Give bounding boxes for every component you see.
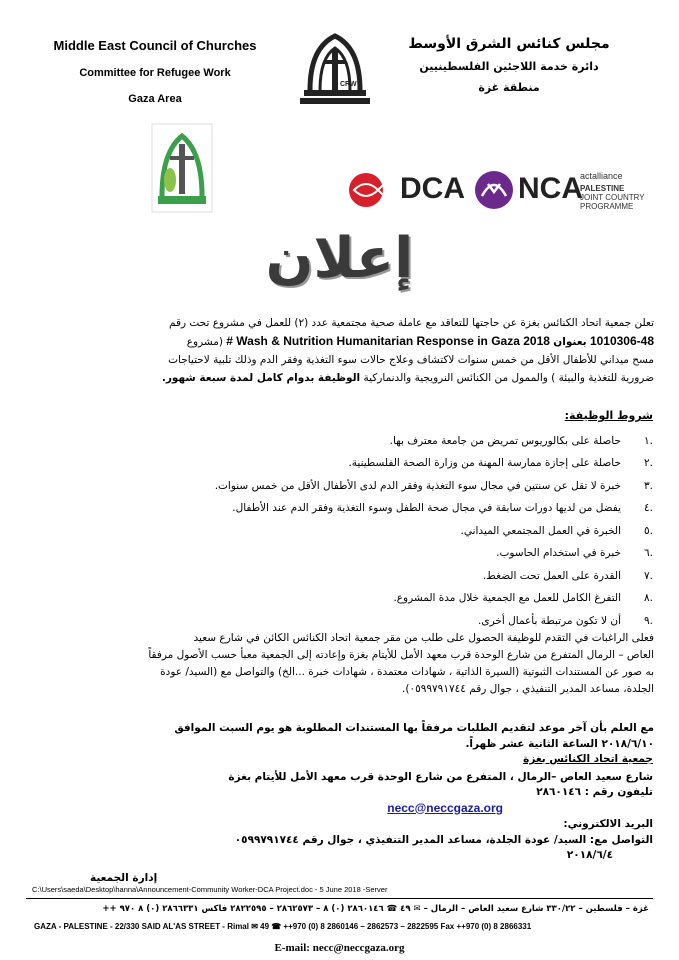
file-path: C:\Users\saeda\Desktop\hanna\Announcement-Community Worker-DCA Project.doc - 5 June 2018 -Server — [32, 885, 388, 894]
committee-name-ar: دائرة خدمة اللاجئين الفلسطينيين — [419, 60, 599, 73]
email-link[interactable]: necc@neccgaza.org — [387, 800, 503, 815]
condition-number: .٤ — [644, 502, 653, 515]
arabic-letterhead — [379, 36, 639, 94]
condition-number: .٢ — [644, 457, 653, 470]
administration-signature: إدارة الجمعية — [90, 872, 158, 884]
contact-person: التواصل مع: السيد/ عودة الجلدة، مساعد المدير التنفيذي ، جوال رقم ٠٥٩٩٧٩١٧٤٤ — [234, 833, 653, 846]
dca-fish-icon — [348, 172, 394, 208]
footer-address-en: GAZA - PALESTINE - 22/330 SAID AL'AS STREET - Rimal ✉ 49 ☎ ++970 (0) 8 2860146 – 2862573 – 2822595 Fax ++970 (0) 8 2866331 — [34, 922, 532, 931]
condition-item — [53, 565, 653, 588]
project-name-en: # Wash & Nutrition Humanitarian Response in Gaza 2018 — [226, 334, 550, 348]
project-number: 1010306-48 — [589, 334, 654, 348]
condition-text: خبرة لا تقل عن سنتين في مجال سوء التغذية وفقر الدم لدى الأطفال الأقل من خمس سنوات. — [214, 479, 621, 492]
nca-label: NCA — [518, 172, 583, 205]
deadline-line-1: مع العلم بأن آخر موعد لتقديم الطلبات مرفقاً بها المستندات المطلوبة هو يوم السبت الموافق — [174, 722, 654, 734]
intro-line-2-end: (مشروع — [186, 336, 223, 348]
contact-email-label: البريد الالكتروني: — [563, 818, 653, 830]
condition-number: .٨ — [644, 592, 653, 605]
footer-email: E-mail: necc@neccgaza.org — [274, 942, 405, 954]
condition-item — [53, 453, 653, 476]
intro-line-4 — [26, 371, 654, 386]
intro-line-2 — [26, 334, 654, 350]
condition-number: .٦ — [644, 547, 653, 560]
condition-number: .٥ — [644, 524, 653, 537]
deadline-line-2: ٢٠١٨/٦/١٠ الساعة الثانية عشر ظهراً. — [465, 738, 654, 750]
condition-text: أن لا تكون مرتبطة بأعمال أخرى. — [478, 614, 621, 627]
announcement-title: إعلان — [265, 226, 414, 291]
footer-address-ar: غزة – فلسطين – ٣٣٠/٢٢ شارع سعيد العاص – الرمال – ✉ ٤٩ ☎ ٢٨٦٠١٤٦ (٠) ٨ – ٢٨٦٢٥٧٣ – ٢٨٢٢٥٩٥ فاكس ٢٨٦٦٣٣١ (٠) ٨ ٩٧٠ ++ — [102, 904, 649, 914]
nca-dove-icon — [472, 170, 516, 210]
condition-text: القدرة على العمل تحت الضغط. — [482, 569, 621, 582]
deadline-paragraph — [26, 720, 654, 752]
conditions-title: شروط الوظيفة: — [564, 409, 653, 422]
announcement-date: ٢٠١٨/٦/٤ — [566, 849, 613, 861]
condition-item — [53, 588, 653, 611]
condition-text: حاصلة على إجازة ممارسة المهنة من وزارة الصحة الفلسطينية. — [348, 457, 621, 470]
contact-address: شارع سعيد العاص –الرمال ، المتفرع من شارع الوحدة قرب معهد الأمل للأيتام بغزة — [228, 770, 653, 783]
apply-line-4: الجلدة، مساعد المدير التنفيذي ، جوال رقم ٠٥٩٩٧٩١٧٤٤). — [402, 683, 654, 695]
contact-email-row — [23, 801, 653, 818]
intro-line-3: مسح ميداني للأطفال الأقل من خمس سنوات لاكتشاف وعلاج حالات سوء التغذية وفقر الدم وذلك تلبية لاحتياجات — [168, 354, 654, 366]
crw-green-logo-icon — [150, 122, 214, 214]
apply-line-1: فعلى الراغبات في التقدم للوظيفة الحصول على طلب من مقر جمعية اتحاد الكنائس الكائن في شارع سعيد — [193, 632, 654, 644]
actalliance-block — [580, 172, 645, 211]
condition-item — [53, 498, 653, 521]
apply-line-3: به صور عن المستندات الثبوتية (السيرة الذاتية ، شهادات معتمدة ، شهادات خبرة ...الخ) والتواصل مع (السيد/ عودة — [160, 666, 654, 678]
contact-org: جمعية اتحاد الكنائس بغزة — [523, 753, 653, 765]
programme-label: PROGRAMME — [580, 202, 634, 211]
intro-line-1: تعلن جمعية اتحاد الكنائس بغزة عن حاجتها للتعاقد مع عاملة صحية مجتمعية عدد (٢) للعمل في مشروع تحت رقم — [168, 317, 654, 329]
condition-item — [53, 520, 653, 543]
contact-phone: تليفون رقم : ٢٨٦٠١٤٦ — [536, 786, 653, 798]
job-duration: الوظيفة بدوام كامل لمدة سبعة شهور. — [161, 372, 361, 384]
committee-name-en: Committee for Refugee Work — [79, 67, 231, 79]
condition-number: .٣ — [644, 479, 653, 492]
english-letterhead — [20, 38, 290, 105]
palestine-label: PALESTINE — [580, 184, 625, 193]
actalliance-label: actalliance — [580, 171, 623, 181]
area-name-ar: منطقة غزة — [478, 81, 540, 94]
contact-block — [23, 752, 653, 864]
condition-item — [53, 475, 653, 498]
conditions-list — [53, 430, 653, 633]
footer-divider — [26, 898, 653, 899]
joint-label: JOINT COUNTRY — [580, 193, 645, 202]
condition-number: .١ — [644, 434, 653, 447]
condition-item — [53, 543, 653, 566]
dca-label: DCA — [400, 172, 465, 205]
intro-line-4-text: ضرورية للتغذية والبيئة ) والممول من الكنائس النرويجية والدنماركية — [363, 372, 654, 384]
condition-text: يفضل من لديها دورات سابقة في مجال صحة الطفل وسوء التغذية وفقر الدم عند الأطفال. — [232, 502, 621, 515]
apply-paragraph — [26, 630, 654, 698]
intro-paragraph — [26, 316, 654, 386]
condition-text: الخبرة في العمل المجتمعي الميداني. — [460, 524, 621, 537]
condition-item — [53, 430, 653, 453]
condition-number: .٩ — [644, 614, 653, 627]
condition-text: خبرة في استخدام الحاسوب. — [496, 547, 621, 560]
condition-number: .٧ — [644, 569, 653, 582]
mecc-crw-logo-icon — [296, 28, 374, 110]
area-name-en: Gaza Area — [128, 93, 182, 105]
crw-label: CRW — [340, 81, 357, 88]
intro-titled: بعنوان — [553, 336, 587, 348]
apply-line-2: العاص – الرمال المتفرع من شارع الوحدة قرب معهد الأمل للأيتام بغزة وإعادته إلى الجمعية معبأ حسب الأصول مرفقاً — [148, 649, 654, 661]
condition-text: التفرغ الكامل للعمل مع الجمعية خلال مدة المشروع. — [393, 592, 621, 605]
council-name-en: Middle East Council of Churches — [53, 38, 257, 53]
condition-text: حاصلة على بكالوريوس تمريض من جامعة معترف بها. — [389, 434, 621, 447]
council-name-ar: مجلس كنائس الشرق الأوسط — [408, 36, 610, 52]
